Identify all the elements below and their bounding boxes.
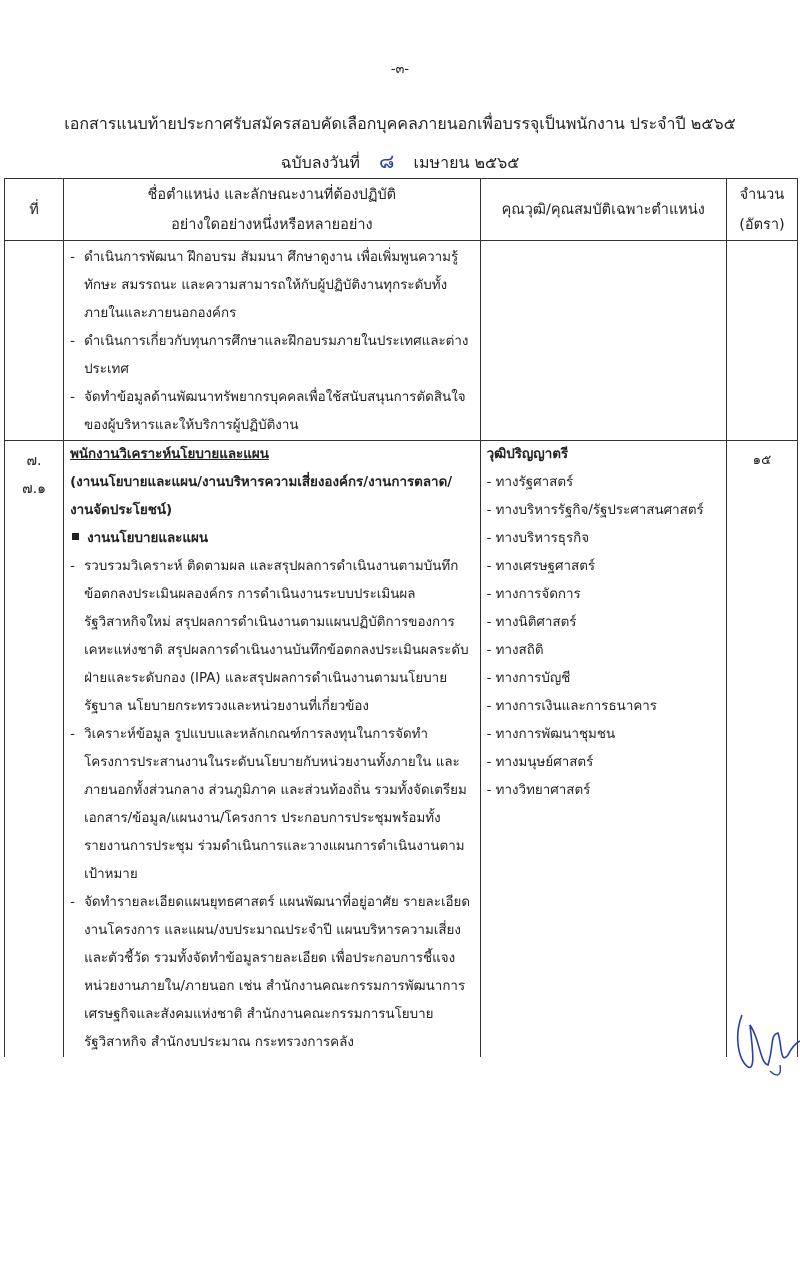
cell-no xyxy=(5,241,64,441)
position-units: (งานนโยบายและแผน/งานบริหารความเสี่ยงองค์กร/งานการตลาด/งานจัดประโยชน์) xyxy=(70,475,453,518)
handwritten-day: ๘ xyxy=(378,149,395,173)
qualification-item: - ทางเศรษฐศาสตร์ xyxy=(486,559,596,574)
cell-count: ๑๕ xyxy=(726,441,797,1058)
cell-duties xyxy=(64,441,481,1058)
row-sub-number: ๗.๑ xyxy=(22,481,46,497)
qualification-list xyxy=(487,469,720,805)
duty-item: - จัดทำข้อมูลด้านพัฒนาทรัพยากรบุคคลเพื่อใช้สนับสนุนการตัดสินใจของผู้บริหารและให้บริการผู้ปฏิบัติงาน xyxy=(70,390,466,433)
qualification-item: - ทางการบัญชี xyxy=(486,671,571,686)
header-position-line1: ชื่อตำแหน่ง และลักษณะงานที่ต้องปฏิบัติ xyxy=(147,186,397,203)
duty-item: - จัดทำรายละเอียดแผนยุทธศาสตร์ แผนพัฒนาที่อยู่อาศัย รายละเอียดงานโครงการ และแผน/งบประมาณประจำปี แผนบริหารความเสี่ยงและตัวชี้วัด รวมทั้งจัดทำข้อมูลรายละเอียด เพื่อประกอบการชี้แจงหน่วยงานภายใน/ภายนอก เช่น สำนักงานคณะกรรมการพัฒนาการเศรษฐกิจและสังคมแห่งชาติ สำนักงานคณะกรรมการนโยบายรัฐวิสาหกิจ สำนักงบประมาณ กระทรวงการคลัง xyxy=(70,895,471,1050)
square-bullet-icon xyxy=(72,533,79,540)
duty-item: - ดำเนินการพัฒนา ฝึกอบรม สัมมนา ศึกษาดูงาน เพื่อเพิ่มพูนความรู้ ทักษะ สมรรถนะ และความสามารถให้กับผู้ปฏิบัติงานทุกระดับทั้งภายในและภายนอกองค์กร xyxy=(70,250,459,321)
document-subtitle xyxy=(0,145,800,177)
qualification-item: - ทางบริหารรัฐกิจ/รัฐประศาสนศาสตร์ xyxy=(486,503,704,518)
header-qualification: คุณวุฒิ/คุณสมบัติเฉพาะตำแหน่ง xyxy=(480,179,726,241)
cell-count xyxy=(726,241,797,441)
qualification-item: - ทางนิติศาสตร์ xyxy=(486,615,577,630)
cell-qualification xyxy=(480,241,726,441)
qualification-item: - ทางการพัฒนาชุมชน xyxy=(486,727,616,742)
table-row xyxy=(5,241,798,441)
cell-no xyxy=(5,441,64,1058)
cell-qualification xyxy=(480,441,726,1058)
qualification-item: - ทางบริหารธุรกิจ xyxy=(486,531,590,546)
header-position-line2: อย่างใดอย่างหนึ่งหรือหลายอย่าง xyxy=(171,216,373,233)
document-title: เอกสารแนบท้ายประกาศรับสมัครสอบคัดเลือกบุคคลภายนอกเพื่อบรรจุเป็นพนักงาน ประจำปี ๒๕๖๕ xyxy=(64,114,736,133)
positions-table xyxy=(4,178,798,1057)
date-prefix: ฉบับลงวันที่ xyxy=(280,153,360,172)
qualification-item: - ทางรัฐศาสตร์ xyxy=(486,475,574,490)
header-count xyxy=(726,179,797,241)
row-number: ๗. xyxy=(26,453,42,469)
qualification-item: - ทางการเงินและการธนาคาร xyxy=(486,699,658,714)
qualification-item: - ทางมนุษย์ศาสตร์ xyxy=(486,755,594,770)
signature xyxy=(730,1005,800,1080)
table-header xyxy=(5,179,798,241)
header-position xyxy=(64,179,481,241)
table-row xyxy=(5,441,798,1058)
page-number: -๓- xyxy=(390,62,410,77)
date-month-year: เมษายน ๒๕๖๕ xyxy=(413,153,520,172)
duty-item: - วิเคราะห์ข้อมูล รูปแบบและหลักเกณฑ์การลงทุนในการจัดทำโครงการประสานงานในระดับนโยบายกับหน่วยงานทั้งภายใน และภายนอกทั้งส่วนกลาง ส่วนภูมิภาค และส่วนท้องถิ่น รวมทั้งจัดเตรียมเอกสาร/ข้อมูล/แผนงาน/โครงการ ประกอบการประชุมพร้อมทั้งรายงานการประชุม ร่วมดำเนินการและวางแผนการดำเนินงานตามเป้าหมาย xyxy=(70,727,467,882)
header-no: ที่ xyxy=(5,179,64,241)
qualification-heading: วุฒิปริญญาตรี xyxy=(486,447,569,462)
qualification-item: - ทางการจัดการ xyxy=(486,587,581,602)
section-heading: งานนโยบายและแผน xyxy=(70,525,474,553)
qualification-item: - ทางสถิติ xyxy=(486,643,544,658)
header-count-line1: จำนวน xyxy=(739,186,785,203)
qualification-item: - ทางวิทยาศาสตร์ xyxy=(486,783,591,798)
duty-item: - รวบรวมวิเคราะห์ ติดตามผล และสรุปผลการดำเนินงานตามบันทึกข้อตกลงประเมินผลองค์กร การดำเนินงานระบบประเมินผลรัฐวิสาหกิจใหม่ สรุปผลการดำเนินงานตามแผนปฏิบัติการของการเคหะแห่งชาติ สรุปผลการดำเนินงานบันทึกข้อตกลงประเมินผลระดับฝ่ายและระดับกอง (IPA) และสรุปผลการดำเนินงานตามนโยบายรัฐบาล นโยบายกระทรวงและหน่วยงานที่เกี่ยวข้อง xyxy=(70,559,469,714)
position-title: พนักงานวิเคราะห์นโยบายและแผน xyxy=(70,447,269,462)
header-count-line2: (อัตรา) xyxy=(739,216,785,233)
duty-item: - ดำเนินการเกี่ยวกับทุนการศึกษาและฝึกอบรมภายในประเทศและต่างประเทศ xyxy=(70,334,469,377)
cell-duties xyxy=(64,241,481,441)
